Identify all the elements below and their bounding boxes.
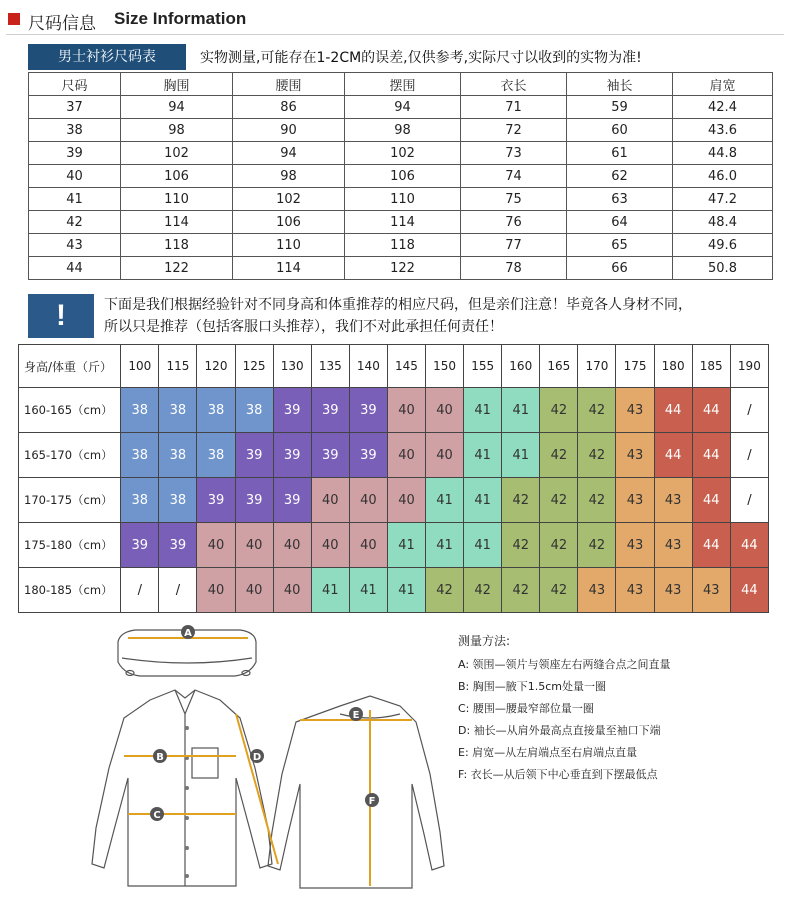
table-cell: 76 — [461, 211, 567, 234]
method-item: C: 腰围—腰最窄部位量一圈 — [458, 702, 594, 715]
size-cell: 42 — [502, 523, 540, 568]
size-cell: 39 — [273, 388, 311, 433]
size-cell: / — [730, 388, 768, 433]
table-cell: 110 — [121, 188, 233, 211]
method-item: E: 肩宽—从左肩端点至右肩端点直量 — [458, 746, 638, 759]
recommendation-corner-label: 身高/体重（斤） — [19, 345, 121, 388]
table-cell: 59 — [567, 96, 673, 119]
table-cell: 75 — [461, 188, 567, 211]
size-cell: 38 — [197, 433, 235, 478]
table-row — [29, 165, 773, 188]
size-cell: 39 — [273, 478, 311, 523]
table-row — [29, 119, 773, 142]
size-cell: 39 — [273, 433, 311, 478]
label-a — [181, 625, 195, 639]
table-row — [19, 568, 769, 613]
height-label-cell: 160-165（cm） — [19, 388, 121, 433]
table-cell: 122 — [121, 257, 233, 280]
table-cell: 49.6 — [673, 234, 773, 257]
table-cell: 106 — [345, 165, 461, 188]
table-cell: 118 — [345, 234, 461, 257]
size-cell: 40 — [197, 523, 235, 568]
size-cell: 40 — [387, 388, 425, 433]
table-row — [19, 388, 769, 433]
table-cell: 118 — [121, 234, 233, 257]
size-cell: 42 — [578, 478, 616, 523]
size-table — [28, 72, 773, 280]
table-cell: 98 — [345, 119, 461, 142]
size-cell: 43 — [616, 523, 654, 568]
size-cell: 41 — [502, 388, 540, 433]
weight-header-cell: 185 — [692, 345, 730, 388]
table-cell: 38 — [29, 119, 121, 142]
method-item: F: 衣长—从后领下中心垂直到下摆最低点 — [458, 768, 658, 781]
size-cell: 43 — [578, 568, 616, 613]
size-cell: 42 — [578, 523, 616, 568]
table-cell: 94 — [345, 96, 461, 119]
col-sleeve: 袖长 — [567, 73, 673, 96]
warning-line-2: 所以只是推荐（包括客服口头推荐），我们不对此承担任何责任！ — [104, 319, 503, 335]
size-cell: 40 — [387, 478, 425, 523]
method-item: D: 袖长—从肩外最高点直接量至袖口下端 — [458, 724, 661, 737]
size-cell: 39 — [197, 478, 235, 523]
table-cell: 73 — [461, 142, 567, 165]
height-label-cell: 165-170（cm） — [19, 433, 121, 478]
weight-header-cell: 100 — [121, 345, 159, 388]
size-cell: 41 — [464, 433, 502, 478]
size-cell: 40 — [235, 523, 273, 568]
svg-text:A: A — [184, 628, 192, 639]
front-shirt-drawing — [92, 690, 272, 886]
size-cell: 44 — [730, 523, 768, 568]
table-cell: 42 — [29, 211, 121, 234]
weight-header-cell: 115 — [159, 345, 197, 388]
weight-header-cell: 160 — [502, 345, 540, 388]
red-square-icon — [8, 13, 20, 25]
back-shirt-drawing — [268, 696, 444, 888]
table-row — [19, 433, 769, 478]
table-cell: 86 — [233, 96, 345, 119]
table-cell: 48.4 — [673, 211, 773, 234]
recommendation-header-row — [19, 345, 769, 388]
label-c — [150, 807, 164, 821]
table-cell: 62 — [567, 165, 673, 188]
warning-row — [28, 294, 788, 338]
size-cell: 44 — [692, 523, 730, 568]
size-cell: 43 — [654, 568, 692, 613]
method-item: B: 胸围—腋下1.5cm处量一圈 — [458, 680, 607, 693]
size-cell: 40 — [387, 433, 425, 478]
size-cell: / — [159, 568, 197, 613]
weight-header-cell: 145 — [387, 345, 425, 388]
table-cell: 74 — [461, 165, 567, 188]
warning-text — [104, 294, 692, 338]
method-item: A: 领围—领片与领座左右两缝合点之间直量 — [458, 658, 671, 671]
col-hem: 摆围 — [345, 73, 461, 96]
size-cell: 40 — [349, 523, 387, 568]
col-length: 衣长 — [461, 73, 567, 96]
svg-text:B: B — [156, 752, 164, 763]
weight-header-cell: 165 — [540, 345, 578, 388]
table-cell: 66 — [567, 257, 673, 280]
table-cell: 98 — [121, 119, 233, 142]
table-cell: 65 — [567, 234, 673, 257]
table-cell: 102 — [345, 142, 461, 165]
table-row — [29, 142, 773, 165]
size-cell: 40 — [273, 568, 311, 613]
table-cell: 41 — [29, 188, 121, 211]
size-cell: 40 — [311, 478, 349, 523]
table-cell: 114 — [345, 211, 461, 234]
header-title-zh: 尺码信息 — [28, 14, 96, 34]
size-cell: 39 — [349, 433, 387, 478]
warning-line-1: 下面是我们根据经验针对不同身高和体重推荐的相应尺码，但是亲们注意！毕竟各人身材不同， — [104, 297, 692, 313]
weight-header-cell: 175 — [616, 345, 654, 388]
table-cell: 94 — [121, 96, 233, 119]
size-cell: 38 — [121, 388, 159, 433]
size-cell: 42 — [540, 523, 578, 568]
svg-text:C: C — [153, 810, 161, 821]
table-cell: 110 — [233, 234, 345, 257]
size-cell: 38 — [121, 478, 159, 523]
table-cell: 90 — [233, 119, 345, 142]
label-b — [153, 749, 167, 763]
col-size: 尺码 — [29, 73, 121, 96]
size-cell: 43 — [692, 568, 730, 613]
weight-header-cell: 125 — [235, 345, 273, 388]
size-cell: 39 — [235, 478, 273, 523]
size-cell: 43 — [616, 433, 654, 478]
table-cell: 102 — [233, 188, 345, 211]
size-cell: 38 — [159, 478, 197, 523]
size-cell: 38 — [121, 433, 159, 478]
weight-header-cell: 170 — [578, 345, 616, 388]
table-row — [29, 234, 773, 257]
exclamation-icon: ! — [28, 294, 94, 338]
size-cell: 41 — [464, 388, 502, 433]
table-cell: 46.0 — [673, 165, 773, 188]
table-cell: 44 — [29, 257, 121, 280]
table-cell: 110 — [345, 188, 461, 211]
table-cell: 63 — [567, 188, 673, 211]
table-cell: 102 — [121, 142, 233, 165]
size-cell: 40 — [197, 568, 235, 613]
svg-text:E: E — [352, 710, 360, 721]
table-cell: 94 — [233, 142, 345, 165]
size-cell: 39 — [159, 523, 197, 568]
table-cell: 44.8 — [673, 142, 773, 165]
size-cell: / — [121, 568, 159, 613]
table-row — [19, 478, 769, 523]
height-label-cell: 175-180（cm） — [19, 523, 121, 568]
table-cell: 71 — [461, 96, 567, 119]
size-cell: 38 — [235, 388, 273, 433]
measurement-method — [458, 630, 671, 786]
table-cell: 122 — [345, 257, 461, 280]
table-row — [19, 523, 769, 568]
table-cell: 42.4 — [673, 96, 773, 119]
col-shoulder: 肩宽 — [673, 73, 773, 96]
weight-header-cell: 190 — [730, 345, 768, 388]
table-cell: 37 — [29, 96, 121, 119]
size-table-note: 实物测量,可能存在1-2CM的误差,仅供参考,实际尺寸以收到的实物为准! — [200, 50, 642, 66]
header-title-en: Size Information — [114, 9, 247, 28]
label-f — [365, 793, 379, 807]
table-cell: 106 — [121, 165, 233, 188]
table-row — [29, 96, 773, 119]
table-cell: 39 — [29, 142, 121, 165]
table-cell: 72 — [461, 119, 567, 142]
size-cell: 42 — [502, 568, 540, 613]
size-cell: 42 — [578, 433, 616, 478]
table-cell: 60 — [567, 119, 673, 142]
label-e — [349, 707, 363, 721]
size-cell: 40 — [349, 478, 387, 523]
size-table-title: 男士衬衫尺码表 — [28, 44, 186, 70]
col-chest: 胸围 — [121, 73, 233, 96]
table-cell: 40 — [29, 165, 121, 188]
size-cell: / — [730, 478, 768, 523]
size-cell: 41 — [387, 523, 425, 568]
weight-header-cell: 120 — [197, 345, 235, 388]
size-cell: 38 — [159, 388, 197, 433]
size-cell: 43 — [616, 568, 654, 613]
size-cell: 42 — [540, 568, 578, 613]
size-cell: 38 — [159, 433, 197, 478]
size-cell: 41 — [311, 568, 349, 613]
size-cell: 42 — [502, 478, 540, 523]
size-cell: 44 — [730, 568, 768, 613]
size-cell: 44 — [654, 388, 692, 433]
recommendation-table — [18, 344, 769, 613]
size-cell: 44 — [692, 478, 730, 523]
size-cell: 42 — [540, 478, 578, 523]
size-cell: 38 — [197, 388, 235, 433]
weight-header-cell: 135 — [311, 345, 349, 388]
size-cell: 42 — [540, 388, 578, 433]
height-label-cell: 180-185（cm） — [19, 568, 121, 613]
size-cell: 41 — [349, 568, 387, 613]
size-cell: 39 — [121, 523, 159, 568]
size-table-title-row — [28, 44, 772, 70]
table-row — [29, 188, 773, 211]
table-row — [29, 211, 773, 234]
size-cell: 40 — [273, 523, 311, 568]
size-cell: 39 — [235, 433, 273, 478]
height-label-cell: 170-175（cm） — [19, 478, 121, 523]
size-cell: 42 — [540, 433, 578, 478]
size-cell: 42 — [578, 388, 616, 433]
table-cell: 114 — [233, 257, 345, 280]
size-cell: 41 — [387, 568, 425, 613]
section-header — [6, 6, 784, 35]
table-cell: 77 — [461, 234, 567, 257]
svg-text:D: D — [252, 752, 262, 763]
weight-header-cell: 150 — [426, 345, 464, 388]
label-d — [250, 749, 264, 763]
svg-text:F: F — [368, 796, 376, 807]
size-cell: 41 — [502, 433, 540, 478]
size-cell: 42 — [426, 568, 464, 613]
size-cell: 44 — [692, 433, 730, 478]
table-cell: 64 — [567, 211, 673, 234]
table-cell: 114 — [121, 211, 233, 234]
size-cell: 41 — [464, 523, 502, 568]
size-cell: 43 — [654, 523, 692, 568]
size-cell: 40 — [311, 523, 349, 568]
weight-header-cell: 180 — [654, 345, 692, 388]
measurement-method-title: 测量方法: — [458, 634, 511, 648]
table-cell: 43 — [29, 234, 121, 257]
size-cell: 43 — [654, 478, 692, 523]
size-cell: 41 — [426, 478, 464, 523]
weight-header-cell: 130 — [273, 345, 311, 388]
table-cell: 106 — [233, 211, 345, 234]
table-row — [29, 257, 773, 280]
col-waist: 腰围 — [233, 73, 345, 96]
size-cell: 44 — [692, 388, 730, 433]
size-cell: 40 — [426, 433, 464, 478]
size-cell: 40 — [235, 568, 273, 613]
size-cell: 39 — [311, 433, 349, 478]
table-cell: 98 — [233, 165, 345, 188]
table-cell: 50.8 — [673, 257, 773, 280]
table-cell: 47.2 — [673, 188, 773, 211]
table-cell: 61 — [567, 142, 673, 165]
size-cell: 41 — [464, 478, 502, 523]
size-cell: 39 — [349, 388, 387, 433]
measurement-diagram — [0, 618, 790, 900]
size-cell: / — [730, 433, 768, 478]
weight-header-cell: 155 — [464, 345, 502, 388]
table-cell: 78 — [461, 257, 567, 280]
size-cell: 39 — [311, 388, 349, 433]
table-cell: 43.6 — [673, 119, 773, 142]
weight-header-cell: 140 — [349, 345, 387, 388]
size-cell: 40 — [426, 388, 464, 433]
size-table-header — [29, 73, 773, 96]
size-cell: 41 — [426, 523, 464, 568]
size-cell: 44 — [654, 433, 692, 478]
size-cell: 43 — [616, 388, 654, 433]
size-cell: 42 — [464, 568, 502, 613]
size-cell: 43 — [616, 478, 654, 523]
